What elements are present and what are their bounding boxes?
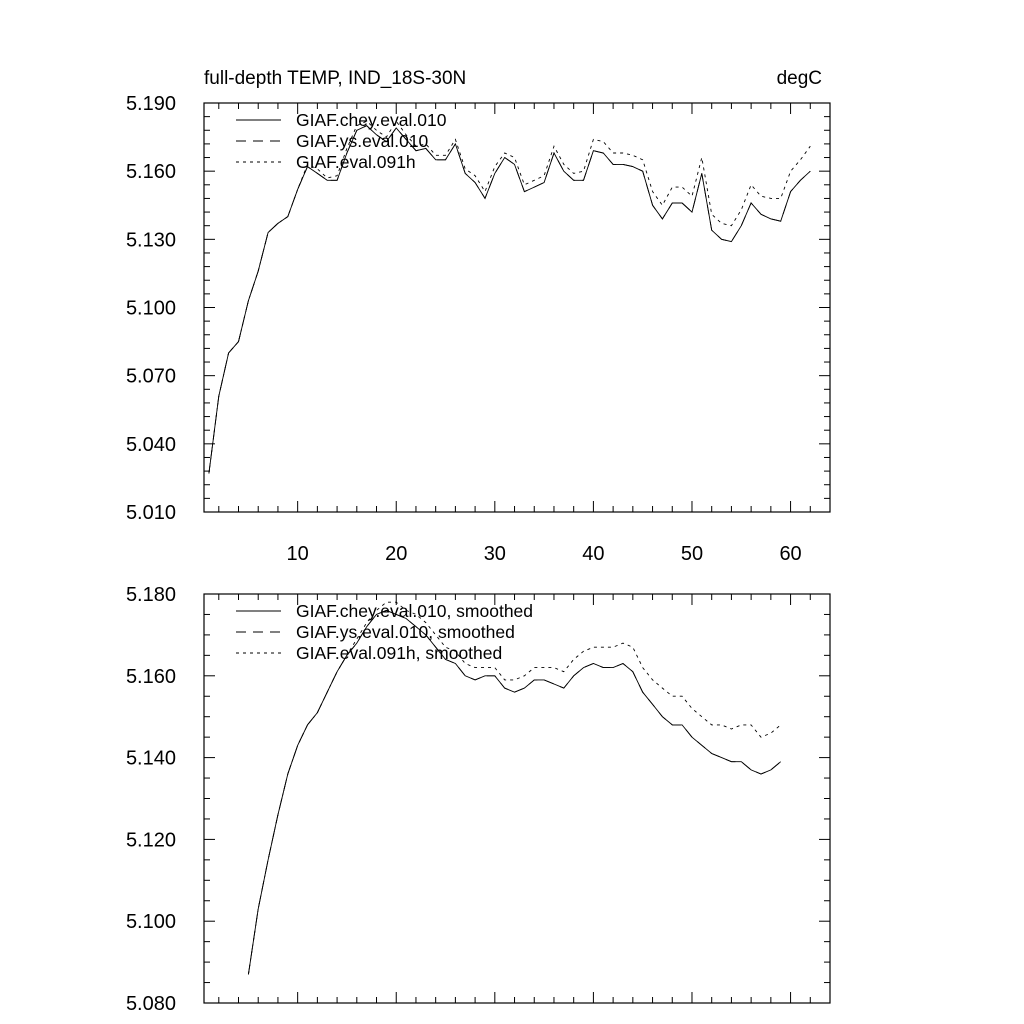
y-tick-label: 5.100 [125, 297, 176, 320]
units-label: degC [776, 68, 822, 89]
y-tick-label: 5.080 [125, 993, 176, 1015]
top-panel [126, 68, 830, 565]
legend-label: GIAF.chey.eval.010 [296, 110, 447, 130]
x-tick-label: 60 [779, 543, 802, 565]
y-tick-label: 5.100 [125, 911, 176, 934]
y-tick-label: 5.040 [125, 433, 176, 456]
y-tick-label: 5.010 [125, 502, 176, 524]
y-tick-label: 5.190 [125, 93, 176, 115]
series-line-2 [209, 126, 810, 474]
y-tick-label: 5.070 [125, 365, 176, 388]
series-line-2 [248, 610, 780, 974]
chart-title: full-depth TEMP, IND_18S-30N [204, 68, 467, 89]
legend-label: GIAF.ys.eval.010, smoothed [296, 622, 515, 642]
y-tick-label: 5.180 [125, 584, 176, 606]
x-tick-label: 50 [680, 543, 704, 565]
x-tick-label: 20 [385, 543, 408, 565]
y-tick-label: 5.160 [125, 161, 176, 184]
series-line-1 [209, 126, 810, 474]
series-line-3 [209, 121, 810, 473]
x-tick-label: 40 [582, 543, 605, 565]
x-tick-label: 10 [286, 543, 309, 565]
legend-label: GIAF.ys.eval.010 [296, 131, 429, 151]
bottom-panel [126, 584, 830, 1015]
y-tick-label: 5.140 [125, 747, 176, 770]
legend-label: GIAF.chey.eval.010, smoothed [296, 601, 534, 621]
series-line-1 [248, 610, 780, 974]
legend-label: GIAF.eval.091h, smoothed [296, 643, 503, 663]
y-tick-label: 5.120 [125, 829, 176, 852]
legend-label: GIAF.eval.091h [296, 152, 416, 172]
y-tick-label: 5.130 [125, 229, 176, 252]
x-tick-label: 30 [483, 543, 506, 565]
y-tick-label: 5.160 [125, 665, 176, 688]
